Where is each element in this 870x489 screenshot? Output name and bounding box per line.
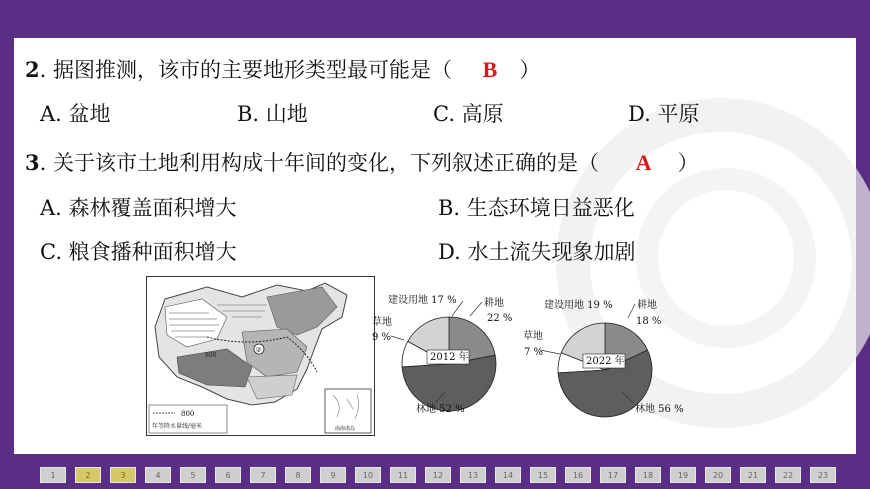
pie-2012-label-cropland-name: 耕地	[484, 298, 504, 309]
q3-option-b[interactable]: B. 生态环境日益恶化	[438, 196, 635, 220]
question-2-close: ）	[519, 58, 541, 82]
map-marker: ②	[255, 346, 262, 354]
page-button-18[interactable]: 18	[635, 467, 661, 483]
page-button-7[interactable]: 7	[250, 467, 276, 483]
page-button-17[interactable]: 17	[600, 467, 626, 483]
page-button-10[interactable]: 10	[355, 467, 381, 483]
pie-2022-label-construction: 建设用地 19 %	[544, 300, 613, 311]
pie-chart-2012	[372, 293, 512, 415]
question-3-number: 3	[25, 150, 40, 175]
page-button-16[interactable]: 16	[565, 467, 591, 483]
pie-2022-label-cropland-value: 18 %	[636, 316, 662, 327]
pie-2022-label-grass-value: 7 %	[524, 347, 544, 358]
page-button-9[interactable]: 9	[320, 467, 346, 483]
legend-label: 年等降水量线/毫米	[152, 423, 203, 430]
question-3-close: ）	[677, 151, 699, 175]
page-button-13[interactable]: 13	[460, 467, 486, 483]
page-button-22[interactable]: 22	[775, 467, 801, 483]
question-2	[25, 54, 540, 84]
page-button-5[interactable]: 5	[180, 467, 206, 483]
question-3-stem: . 关于该市土地利用构成十年间的变化，下列叙述正确的是（	[39, 151, 599, 175]
pie-2022-label-forest: 林地 56 %	[635, 404, 684, 415]
q2-option-a[interactable]: A. 盆地	[40, 102, 111, 126]
q3-option-a[interactable]: A. 森林覆盖面积增大	[40, 196, 237, 220]
pie-2012-label-forest: 林地 52 %	[416, 404, 465, 415]
q3-option-d[interactable]: D. 水土流失现象加剧	[438, 240, 636, 264]
question-3	[25, 147, 699, 177]
pie-2022-label-grass-name: 草地	[523, 331, 543, 342]
question-3-answer: A	[635, 150, 652, 175]
page-button-6[interactable]: 6	[215, 467, 241, 483]
pie-chart-2022	[523, 298, 684, 417]
question-2-answer: B	[482, 57, 498, 82]
precipitation-map	[146, 276, 375, 436]
page-button-2[interactable]: 2	[75, 467, 101, 483]
pie-2012-label-grass-name: 草地	[372, 317, 392, 328]
page-button-21[interactable]: 21	[740, 467, 766, 483]
inset-label: 南海诸岛	[335, 426, 356, 432]
page-button-11[interactable]: 11	[390, 467, 416, 483]
question-2-number: 2	[25, 57, 40, 82]
pie-2012-label-grass-value: 9 %	[372, 332, 392, 343]
contour-label: 800	[205, 352, 217, 359]
q3-option-c[interactable]: C. 粮食播种面积增大	[40, 240, 237, 264]
q2-option-c[interactable]: C. 高原	[433, 102, 504, 126]
page-button-8[interactable]: 8	[285, 467, 311, 483]
land-use-pie-charts	[360, 284, 710, 444]
page-button-4[interactable]: 4	[145, 467, 171, 483]
page-button-20[interactable]: 20	[705, 467, 731, 483]
pie-2022-title: 2022 年	[586, 356, 625, 367]
page-button-23[interactable]: 23	[810, 467, 836, 483]
legend-value: 800	[181, 410, 195, 418]
page-button-14[interactable]: 14	[495, 467, 521, 483]
question-2-stem: . 据图推测，该市的主要地形类型最可能是（	[39, 58, 452, 82]
pie-2012-label-construction: 建设用地 17 %	[388, 295, 457, 306]
page-button-12[interactable]: 12	[425, 467, 451, 483]
pie-2012-label-cropland-value: 22 %	[487, 313, 513, 324]
q2-option-d[interactable]: D. 平原	[628, 102, 700, 126]
page-button-3[interactable]: 3	[110, 467, 136, 483]
q2-option-b[interactable]: B. 山地	[237, 102, 308, 126]
pie-2022-label-cropland-name: 耕地	[637, 300, 657, 311]
pie-2012-title: 2012 年	[430, 352, 469, 363]
page-button-1[interactable]: 1	[40, 467, 66, 483]
page-button-15[interactable]: 15	[530, 467, 556, 483]
page-button-19[interactable]: 19	[670, 467, 696, 483]
map-drawing	[147, 277, 374, 435]
